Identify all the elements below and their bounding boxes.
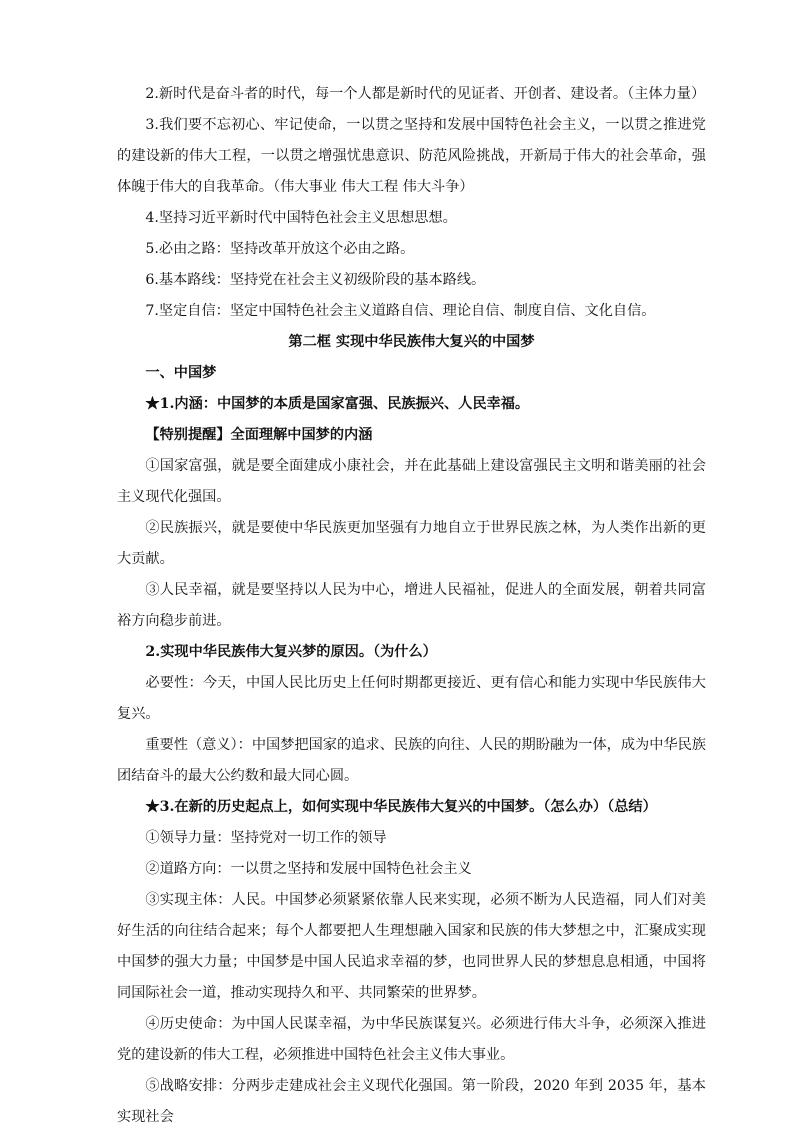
heading: 【特别提醒】全面理解中国梦的内涵 — [145, 427, 373, 443]
heading: ★3.在新的历史起点上，如何实现中华民族伟大复兴的中国梦。（怎么办）（总结） — [145, 799, 657, 815]
paragraph: ①领导力量：坚持党对一切工作的领导 — [145, 830, 387, 846]
paragraph: ③人民幸福，就是要坚持以人民为中心，增进人民福祉，促进人的全面发展，朝着共同富裕方向稳步前进。 — [117, 582, 706, 629]
paragraph: ⑤战略安排：分两步走建成社会主义现代化强国。第一阶段，2020 年到 2035 年，基本实现社会 — [117, 1078, 706, 1125]
paragraph: 4.坚持习近平新时代中国特色社会主义思想思想。 — [145, 210, 457, 226]
paragraph: 重要性（意义）：中国梦把国家的追求、民族的向往、人民的期盼融为一体，成为中华民族团结奋斗的最大公约数和最大同心圆。 — [117, 737, 706, 784]
paragraph: 3.我们要不忘初心、牢记使命，一以贯之坚持和发展中国特色社会主义，一以贯之推进党的建设新的伟大工程，一以贯之增强忧患意识、防范风险挑战，开新局于伟大的社会革命，强体魄于伟大的自我革命。（伟大事业 伟大工程 伟大斗争） — [117, 117, 706, 195]
paragraph: 必要性：今天，中国人民比历史上任何时期都更接近、更有信心和能力实现中华民族伟大复兴。 — [117, 675, 706, 722]
heading: ★1.内涵：中国梦的本质是国家富强、民族振兴、人民幸福。 — [145, 396, 530, 412]
paragraph: ④历史使命：为中国人民谋幸福，为中华民族谋复兴。必须进行伟大斗争，必须深入推进党的建设新的伟大工程，必须推进中国特色社会主义伟大事业。 — [117, 1016, 706, 1063]
paragraph: ②道路方向：一以贯之坚持和发展中国特色社会主义 — [145, 861, 472, 877]
paragraph: 2.新时代是奋斗者的时代，每一个人都是新时代的见证者、开创者、建设者。（主体力量） — [145, 86, 706, 102]
paragraph: ②民族振兴，就是要使中华民族更加坚强有力地自立于世界民族之林，为人类作出新的更大贡献。 — [117, 520, 706, 567]
paragraph: 5.必由之路：坚持改革开放这个必由之路。 — [145, 241, 415, 257]
paragraph: 6.基本路线：坚持党在社会主义初级阶段的基本路线。 — [145, 272, 486, 288]
paragraph: 7.坚定自信：坚定中国特色社会主义道路自信、理论自信、制度自信、文化自信。 — [145, 303, 656, 319]
section-title: 第二框 实现中华民族伟大复兴的中国梦 — [288, 334, 535, 350]
paragraph: ①国家富强，就是要全面建成小康社会，并在此基础上建设富强民主文明和谐美丽的社会主义现代化强国。 — [117, 458, 706, 505]
heading: 一、中国梦 — [145, 365, 217, 381]
heading: 2.实现中华民族伟大复兴梦的原因。（为什么） — [145, 644, 437, 660]
paragraph: ③实现主体：人民。中国梦必须紧紧依靠人民来实现，必须不断为人民造福，同人们对美好生活的向往结合起来；每个人都要把人生理想融入国家和民族的伟大梦想之中，汇聚成实现中国梦的强大力量；中国梦是中国人民追求幸福的梦，也同世界人民的梦想息息相通，中国将同国际社会一道，推动实现持久和平、共同繁荣的世界梦。 — [117, 892, 706, 1001]
